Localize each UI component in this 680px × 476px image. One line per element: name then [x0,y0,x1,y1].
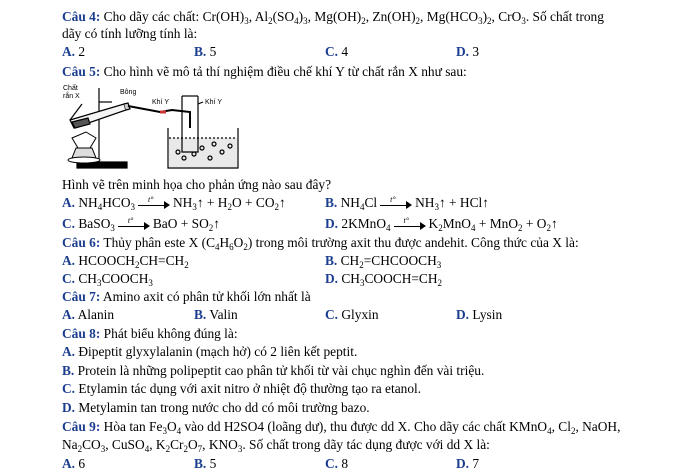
q6-label: Câu 6: [62,235,101,250]
q7-option-c[interactable]: C. Glyxin [325,307,379,322]
q5-option-c[interactable]: C. BaSO$_3$ t° BaO + $SO_2↑$ [62,215,220,233]
q9-stem: Câu 9: Hòa $\tan Fe_3O_4$ vào dd H2SO4 (loãng dư), thu được dd X. Cho dãy các chất KMnO$_4$, $Cl_2$, NaOH, [62,419,621,436]
q7-option-a[interactable]: A. Alanin [62,307,115,322]
label-ran-x: rắn X [63,93,80,100]
q4-stem: Câu 4: Cho dãy các chất: $Cr(OH)_3$, $Al_2(SO_4)_3$, $Mg(OH)_2$, $Zn(OH)_2$, $Mg(HCO_3)_2$, CrO$_3$. Số chất trong [62,9,604,26]
experiment-figure [62,82,242,174]
q7-option-d[interactable]: D. Lysin [456,307,503,322]
water-trough [168,128,238,168]
q8-option-b[interactable]: B. Protein là những polipeptit cao phân tử khối từ vài chục nghìn đến vài triệu. [62,363,485,378]
q4-stem-line2: dãy có tính lưỡng tính là: [62,26,198,41]
q9-option-d[interactable]: D. 7 [456,456,480,471]
q4-option-d[interactable]: D. 3 [456,44,480,59]
q6-stem: Câu 6: Thủy phân este X $(C_4H_6O_2)$ trong môi trường axit thu được andehit. Công thức của X là: [62,235,579,252]
burner [68,132,100,163]
q5-question: Hình vẽ trên minh họa cho phản ứng nào sau đây? [62,177,332,192]
q7-stem: Câu 7: Amino axit có phân tử khối lớn nhất là [62,289,311,304]
q4-option-b[interactable]: B. 5 [194,44,217,59]
q4-option-a[interactable]: A. 2 [62,44,86,59]
label-chat: Chất [63,85,78,92]
q6-option-c[interactable]: C. $CH_3COOCH_3$ [62,271,153,288]
q5-option-a[interactable]: A. $NH_4HCO_3$ t° $NH_3↑ + H_2O$ + $CO_2↑$ [62,194,286,212]
q7-option-b[interactable]: B. Valin [194,307,238,322]
q9-option-b[interactable]: B. 5 [194,456,217,471]
heat-arrow-icon: t° [118,219,150,231]
q5-option-b[interactable]: B. $NH_4Cl$ t° $NH_3↑$ + HCl↑ [325,194,489,212]
label-bong: Bông [120,89,137,96]
q5-option-d[interactable]: D. 2KMnO$_4$ t° $K_2MnO_4 + MnO_2$ + $O_2↑$ [325,215,558,233]
q4-option-c[interactable]: C. 4 [325,44,349,59]
label-khi-y-tube: Khí Y [152,99,169,106]
q8-label: Câu 8: [62,326,101,341]
q7-label: Câu 7: [62,289,101,304]
q4-label: Câu 4: [62,9,101,24]
label-khi-y-cylinder: Khí Y [205,99,222,106]
q9-option-a[interactable]: A. 6 [62,456,86,471]
q5-label: Câu 5: [62,64,101,79]
q9-stem-line2: $Na_2CO_3$, CuSO$_4$, $K_2Cr_2O_7$, $KNO_3$. Số chất trong dãy tác dụng được với dd X là: [62,437,490,454]
q9-label: Câu 9: [62,419,101,434]
heat-arrow-icon: t° [394,219,426,231]
q8-option-d[interactable]: D. Metylamin tan trong nước cho dd có môi trường bazo. [62,400,370,415]
q9-option-c[interactable]: C. 8 [325,456,349,471]
q6-option-d[interactable]: D. $CH_3COOCH=CH_2$ [325,271,443,288]
q8-option-c[interactable]: C. Etylamin tác dụng với axit nitro ở nhiệt độ thường tạo ra etanol. [62,381,422,396]
heat-arrow-icon: t° [138,198,170,210]
q5-stem: Câu 5: Cho hình vẽ mô tả thí nghiệm điều chế khí Y từ chất rắn X như sau: [62,64,467,79]
test-tube [70,103,130,128]
q8-option-a[interactable]: A. Đipeptit glyxylalanin (mạch hở) có 2 liên kết peptit. [62,344,358,359]
q6-option-a[interactable]: A. $HCOOCH_2CH=CH_2$ [62,253,189,270]
q8-stem: Câu 8: Phát biểu không đúng là: [62,326,238,341]
heat-arrow-icon: t° [380,198,412,210]
q6-option-b[interactable]: B. $CH_2=CHCOOCH_3$ [325,253,442,270]
